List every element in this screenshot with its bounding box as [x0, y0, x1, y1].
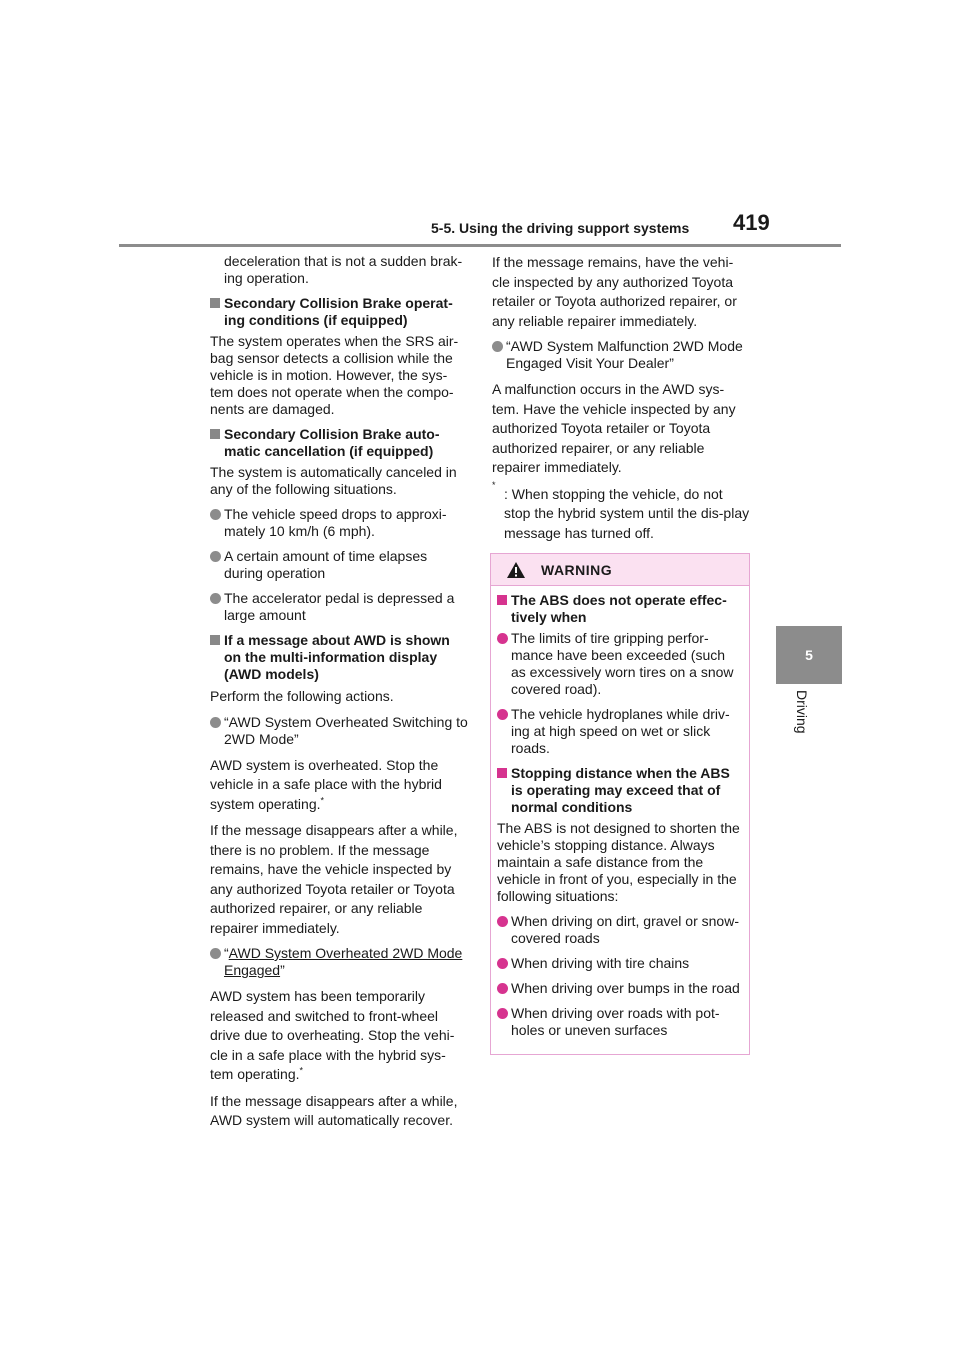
- circle-bullet-icon: [210, 551, 221, 562]
- list-item: [497, 1005, 742, 1039]
- subheading-secondary-brake-cancel: [210, 426, 468, 460]
- paragraph: If the message disappears after a while, there is no problem. If the message remains, have the vehicle inspected by any authorized Toyota retailer or Toyota authorized repairer, or any reliable repairer immediately.: [210, 822, 458, 936]
- section-title: 5-5. Using the driving support systems: [431, 220, 690, 236]
- circle-bullet-icon: [210, 509, 221, 520]
- warning-body: [491, 586, 749, 1039]
- paragraph: [210, 987, 468, 1085]
- paragraph: If the message disappears after a while, AWD system will automatically recover.: [210, 1092, 458, 1128]
- warning-header: [491, 554, 749, 586]
- left-column: [210, 253, 468, 1138]
- list-item-text: When driving on dirt, gravel or snow-covered roads: [511, 913, 739, 946]
- page-number: 419: [733, 210, 770, 235]
- subheading-text: Stopping distance when the ABS is operating may exceed that of normal conditions: [511, 765, 730, 815]
- subheading-text: If a message about AWD is shown on the multi-information display (AWD models): [224, 632, 450, 682]
- list-item: [492, 338, 750, 372]
- chapter-tab-label: Driving: [794, 690, 810, 734]
- subheading-text: The ABS does not operate effec-tively when: [511, 592, 727, 625]
- list-item: [210, 714, 468, 748]
- chapter-tab-label-box: [770, 690, 850, 750]
- circle-bullet-icon: [210, 717, 221, 728]
- circle-bullet-icon: [210, 948, 221, 959]
- subheading-secondary-brake-conditions: [210, 295, 468, 329]
- square-bullet-icon: [497, 595, 507, 605]
- list-item-text: A certain amount of time elapses during operation: [224, 548, 428, 581]
- square-bullet-icon: [210, 635, 220, 645]
- list-item-text: The vehicle speed drops to approxi-mately 10 km/h (6 mph).: [224, 506, 447, 539]
- paragraph: The system operates when the SRS air-bag sensor detects a collision while the vehicle is in motion. However, the sys-tem does not operate when the compo-nents are damaged.: [210, 333, 459, 417]
- list-item-text: The vehicle hydroplanes while driv-ing at high speed on wet or slick roads.: [511, 706, 730, 756]
- paragraph: Perform the following actions.: [210, 688, 394, 704]
- list-item-text: “AWD System Malfunction 2WD Mode Engaged Visit Your Dealer”: [506, 338, 743, 371]
- circle-bullet-icon: [497, 958, 508, 969]
- intro-text: deceleration that is not a sudden brak-ing operation.: [224, 253, 463, 286]
- square-bullet-icon: [497, 768, 507, 778]
- right-column: [492, 253, 750, 543]
- subheading-text: Secondary Collision Brake operat-ing conditions (if equipped): [224, 295, 453, 328]
- footnote-marker: *: [299, 1065, 304, 1076]
- paragraph: [210, 756, 468, 815]
- warning-box: [490, 553, 750, 1055]
- list-item: [497, 955, 742, 972]
- square-bullet-icon: [210, 298, 220, 308]
- quote-open: “: [224, 945, 229, 961]
- paragraph: The ABS is not designed to shorten the vehicle’s stopping distance. Always maintain a safe distance from the vehicle in front of you, especially in the following situations:: [497, 820, 740, 904]
- list-item-text: The limits of tire gripping perfor-mance have been exceeded (such as excessively worn tires on a snow covered road).: [511, 630, 734, 697]
- header-divider: [119, 244, 841, 247]
- list-item: [497, 913, 742, 947]
- footnote-text: : When stopping the vehicle, do not stop the hybrid system until the dis-play message has turned off.: [504, 485, 750, 541]
- circle-bullet-icon: [210, 593, 221, 604]
- warning-subheading-stopping: [497, 765, 742, 816]
- list-item: [210, 548, 468, 582]
- circle-bullet-icon: [497, 633, 508, 644]
- list-item: [210, 590, 468, 624]
- paragraph-text: AWD system has been temporarily released and switched to front-wheel drive due to overheating. Stop the vehi-cle in a safe place with the hybrid sys-tem operating.: [210, 988, 455, 1082]
- circle-bullet-icon: [492, 341, 503, 352]
- paragraph-text: AWD system is overheated. Stop the vehicle in a safe place with the hybrid system operating.: [210, 756, 442, 812]
- warning-title: WARNING: [541, 562, 613, 578]
- list-item-text: “AWD System Overheated Switching to 2WD Mode”: [224, 713, 468, 747]
- list-item: [497, 706, 742, 757]
- circle-bullet-icon: [497, 916, 508, 927]
- paragraph: A malfunction occurs in the AWD sys-tem. Have the vehicle inspected by any authorized Toyota retailer or Toyota authorized repairer, or any reliable repairer immediately.: [492, 381, 736, 475]
- chapter-tab-number: 5: [776, 626, 842, 684]
- paragraph: The system is automatically canceled in any of the following situations.: [210, 464, 457, 497]
- circle-bullet-icon: [497, 983, 508, 994]
- list-item-text: When driving over bumps in the road: [511, 980, 740, 996]
- warning-triangle-icon: [506, 561, 526, 579]
- list-item-text: When driving over roads with pot-holes or uneven surfaces: [511, 1005, 720, 1038]
- warning-subheading-abs: [497, 592, 742, 626]
- circle-bullet-icon: [497, 709, 508, 720]
- quote-close: ”: [280, 962, 285, 978]
- subheading-awd-message: [210, 632, 468, 683]
- paragraph: If the message remains, have the vehi-cle inspected by any authorized Toyota retailer or Toyota authorized repairer, or any reliable repairer immediately.: [492, 254, 737, 329]
- square-bullet-icon: [210, 429, 220, 439]
- footnote-marker: *: [320, 794, 325, 805]
- awd-overheated-link[interactable]: AWD System Overheated 2WD Mode Engaged: [224, 945, 463, 978]
- list-item-text: When driving with tire chains: [511, 955, 690, 971]
- list-item: [497, 980, 742, 997]
- list-item: [210, 945, 468, 979]
- list-item: [497, 630, 742, 698]
- list-item: [210, 506, 468, 540]
- subheading-text: Secondary Collision Brake auto-matic cancellation (if equipped): [224, 426, 440, 459]
- footnote: * : When stopping the vehicle, do not stop the hybrid system until the dis-play message has turned off.: [492, 479, 750, 541]
- circle-bullet-icon: [497, 1008, 508, 1019]
- list-item-text: The accelerator pedal is depressed a large amount: [224, 590, 455, 623]
